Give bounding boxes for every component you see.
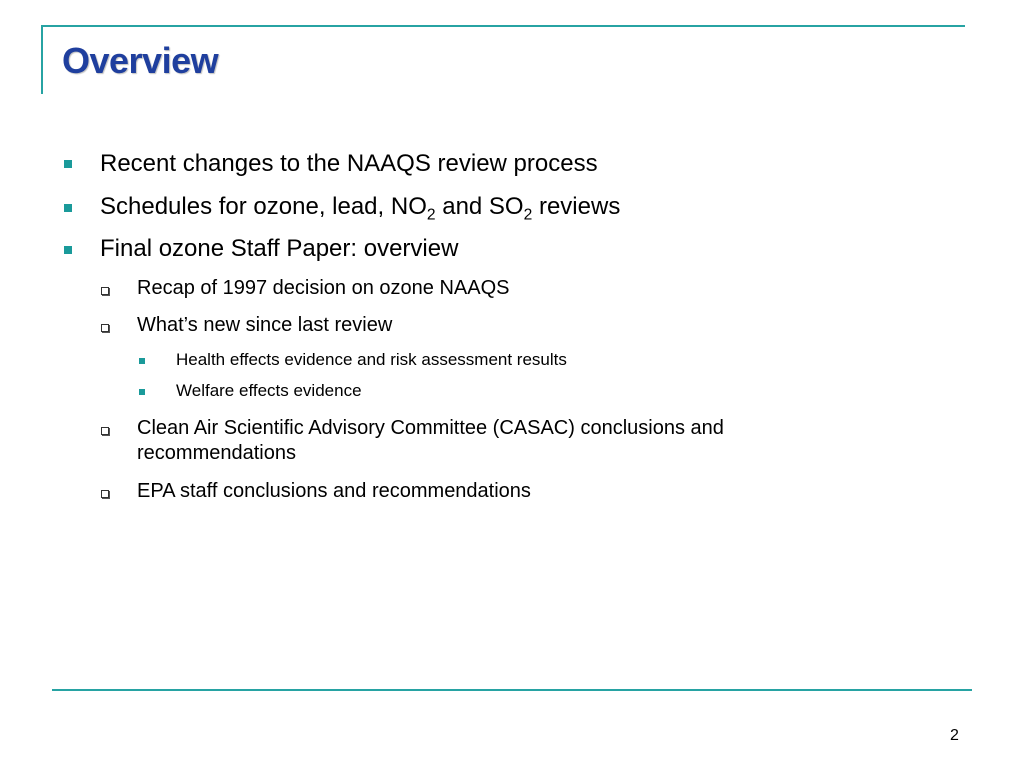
subscript: 2 bbox=[523, 206, 533, 224]
sub-bullet-item: Clean Air Scientific Advisory Committee (CASAC) conclusions and bbox=[137, 417, 724, 439]
square-bullet-icon bbox=[64, 204, 72, 212]
checkbox-bullet-icon bbox=[101, 490, 109, 498]
sub-bullet-item: What’s new since last review bbox=[137, 314, 393, 336]
sub-bullet-item-continuation: recommendations bbox=[137, 442, 296, 464]
square-bullet-icon bbox=[139, 389, 145, 395]
sub-sub-bullet-item: Welfare effects evidence bbox=[176, 381, 362, 400]
subscript: 2 bbox=[426, 206, 436, 224]
checkbox-bullet-icon bbox=[101, 324, 109, 332]
bullet-item: Recent changes to the NAAQS review process bbox=[100, 150, 598, 177]
slide-title: Overview bbox=[62, 40, 219, 81]
sub-bullet-item: Recap of 1997 decision on ozone NAAQS bbox=[137, 277, 510, 299]
bullet-item: Final ozone Staff Paper: overview bbox=[100, 235, 459, 262]
title-frame-horizontal-rule bbox=[41, 25, 965, 27]
page-number: 2 bbox=[950, 727, 959, 744]
footer-rule bbox=[52, 689, 972, 691]
sub-bullet-item: EPA staff conclusions and recommendations bbox=[137, 480, 531, 502]
square-bullet-icon bbox=[64, 246, 72, 254]
bullet-text: and SO bbox=[435, 193, 524, 220]
checkbox-bullet-icon bbox=[101, 287, 109, 295]
title-frame-vertical-rule bbox=[41, 25, 43, 94]
bullet-text: Schedules for ozone, lead, NO bbox=[100, 193, 427, 220]
bullet-item bbox=[100, 193, 621, 224]
square-bullet-icon bbox=[64, 160, 72, 168]
square-bullet-icon bbox=[139, 358, 145, 364]
bullet-text: reviews bbox=[532, 193, 621, 220]
sub-sub-bullet-item: Health effects evidence and risk assessment results bbox=[176, 350, 567, 369]
checkbox-bullet-icon bbox=[101, 427, 109, 435]
